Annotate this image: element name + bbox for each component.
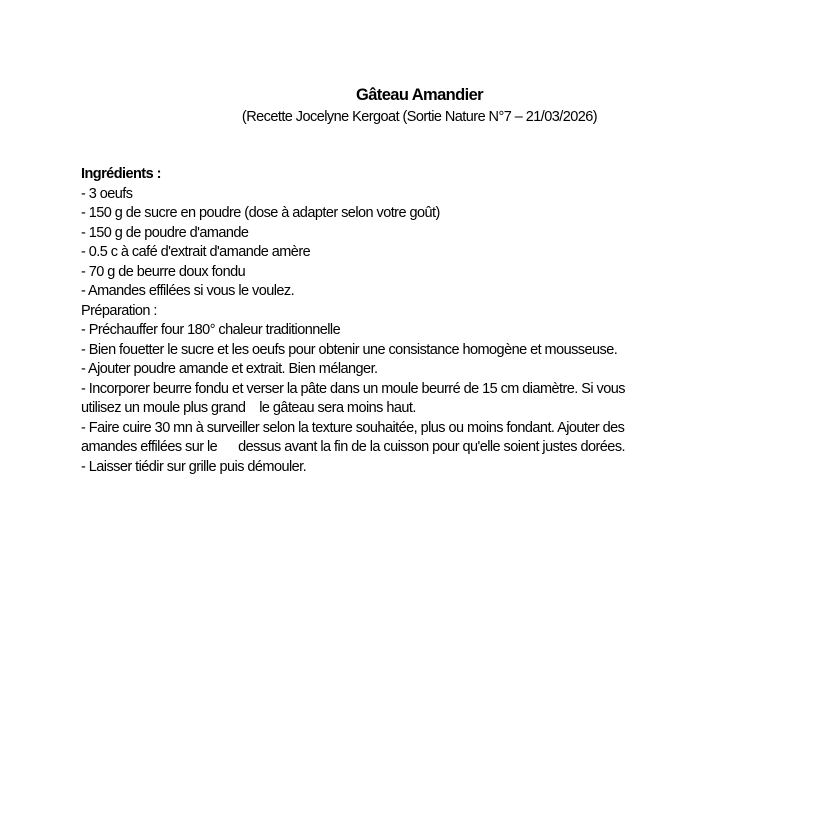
recipe-title: Gâteau Amandier: [355, 86, 483, 104]
ingredient-item: - 0.5 c à café d'extrait d'amande amère: [81, 244, 311, 260]
ingredient-item: - 70 g de beurre doux fondu: [81, 263, 246, 280]
ingredient-item: - Amandes effilées si vous le voulez.: [81, 283, 295, 299]
ingredient-item: - 150 g de sucre en poudre (dose à adapter selon votre goût): [81, 205, 440, 221]
ingredient-item: - 150 g de poudre d'amande: [81, 224, 249, 241]
preparation-step-continued: utilisez un moule plus grand le gâteau sera moins haut.: [81, 400, 416, 416]
preparation-step: - Ajouter poudre amande et extrait. Bien mélanger.: [81, 361, 378, 377]
recipe-subtitle: (Recette Jocelyne Kergoat (Sortie Nature N°7 – 21/03/2026): [241, 109, 598, 125]
ingredients-heading: Ingrédients :: [81, 166, 161, 182]
preparation-heading: Préparation :: [81, 302, 157, 319]
preparation-step: - Bien fouetter le sucre et les oeufs pour obtenir une consistance homogène et mousseuse.: [81, 341, 618, 358]
preparation-step: - Faire cuire 30 mn à surveiller selon la texture souhaitée, plus ou moins fondant. Ajouter des: [81, 419, 625, 436]
preparation-step: - Laisser tiédir sur grille puis démouler.: [81, 458, 307, 475]
preparation-step: - Préchauffer four 180° chaleur traditionnelle: [81, 322, 341, 338]
preparation-step-continued: amandes effilées sur le dessus avant la fin de la cuisson pour qu'elle soient justes dorées.: [81, 439, 625, 455]
recipe-body: [81, 165, 731, 477]
preparation-step: - Incorporer beurre fondu et verser la pâte dans un moule beurré de 15 cm diamètre. Si vous: [81, 380, 625, 397]
ingredient-item: - 3 oeufs: [81, 185, 133, 202]
